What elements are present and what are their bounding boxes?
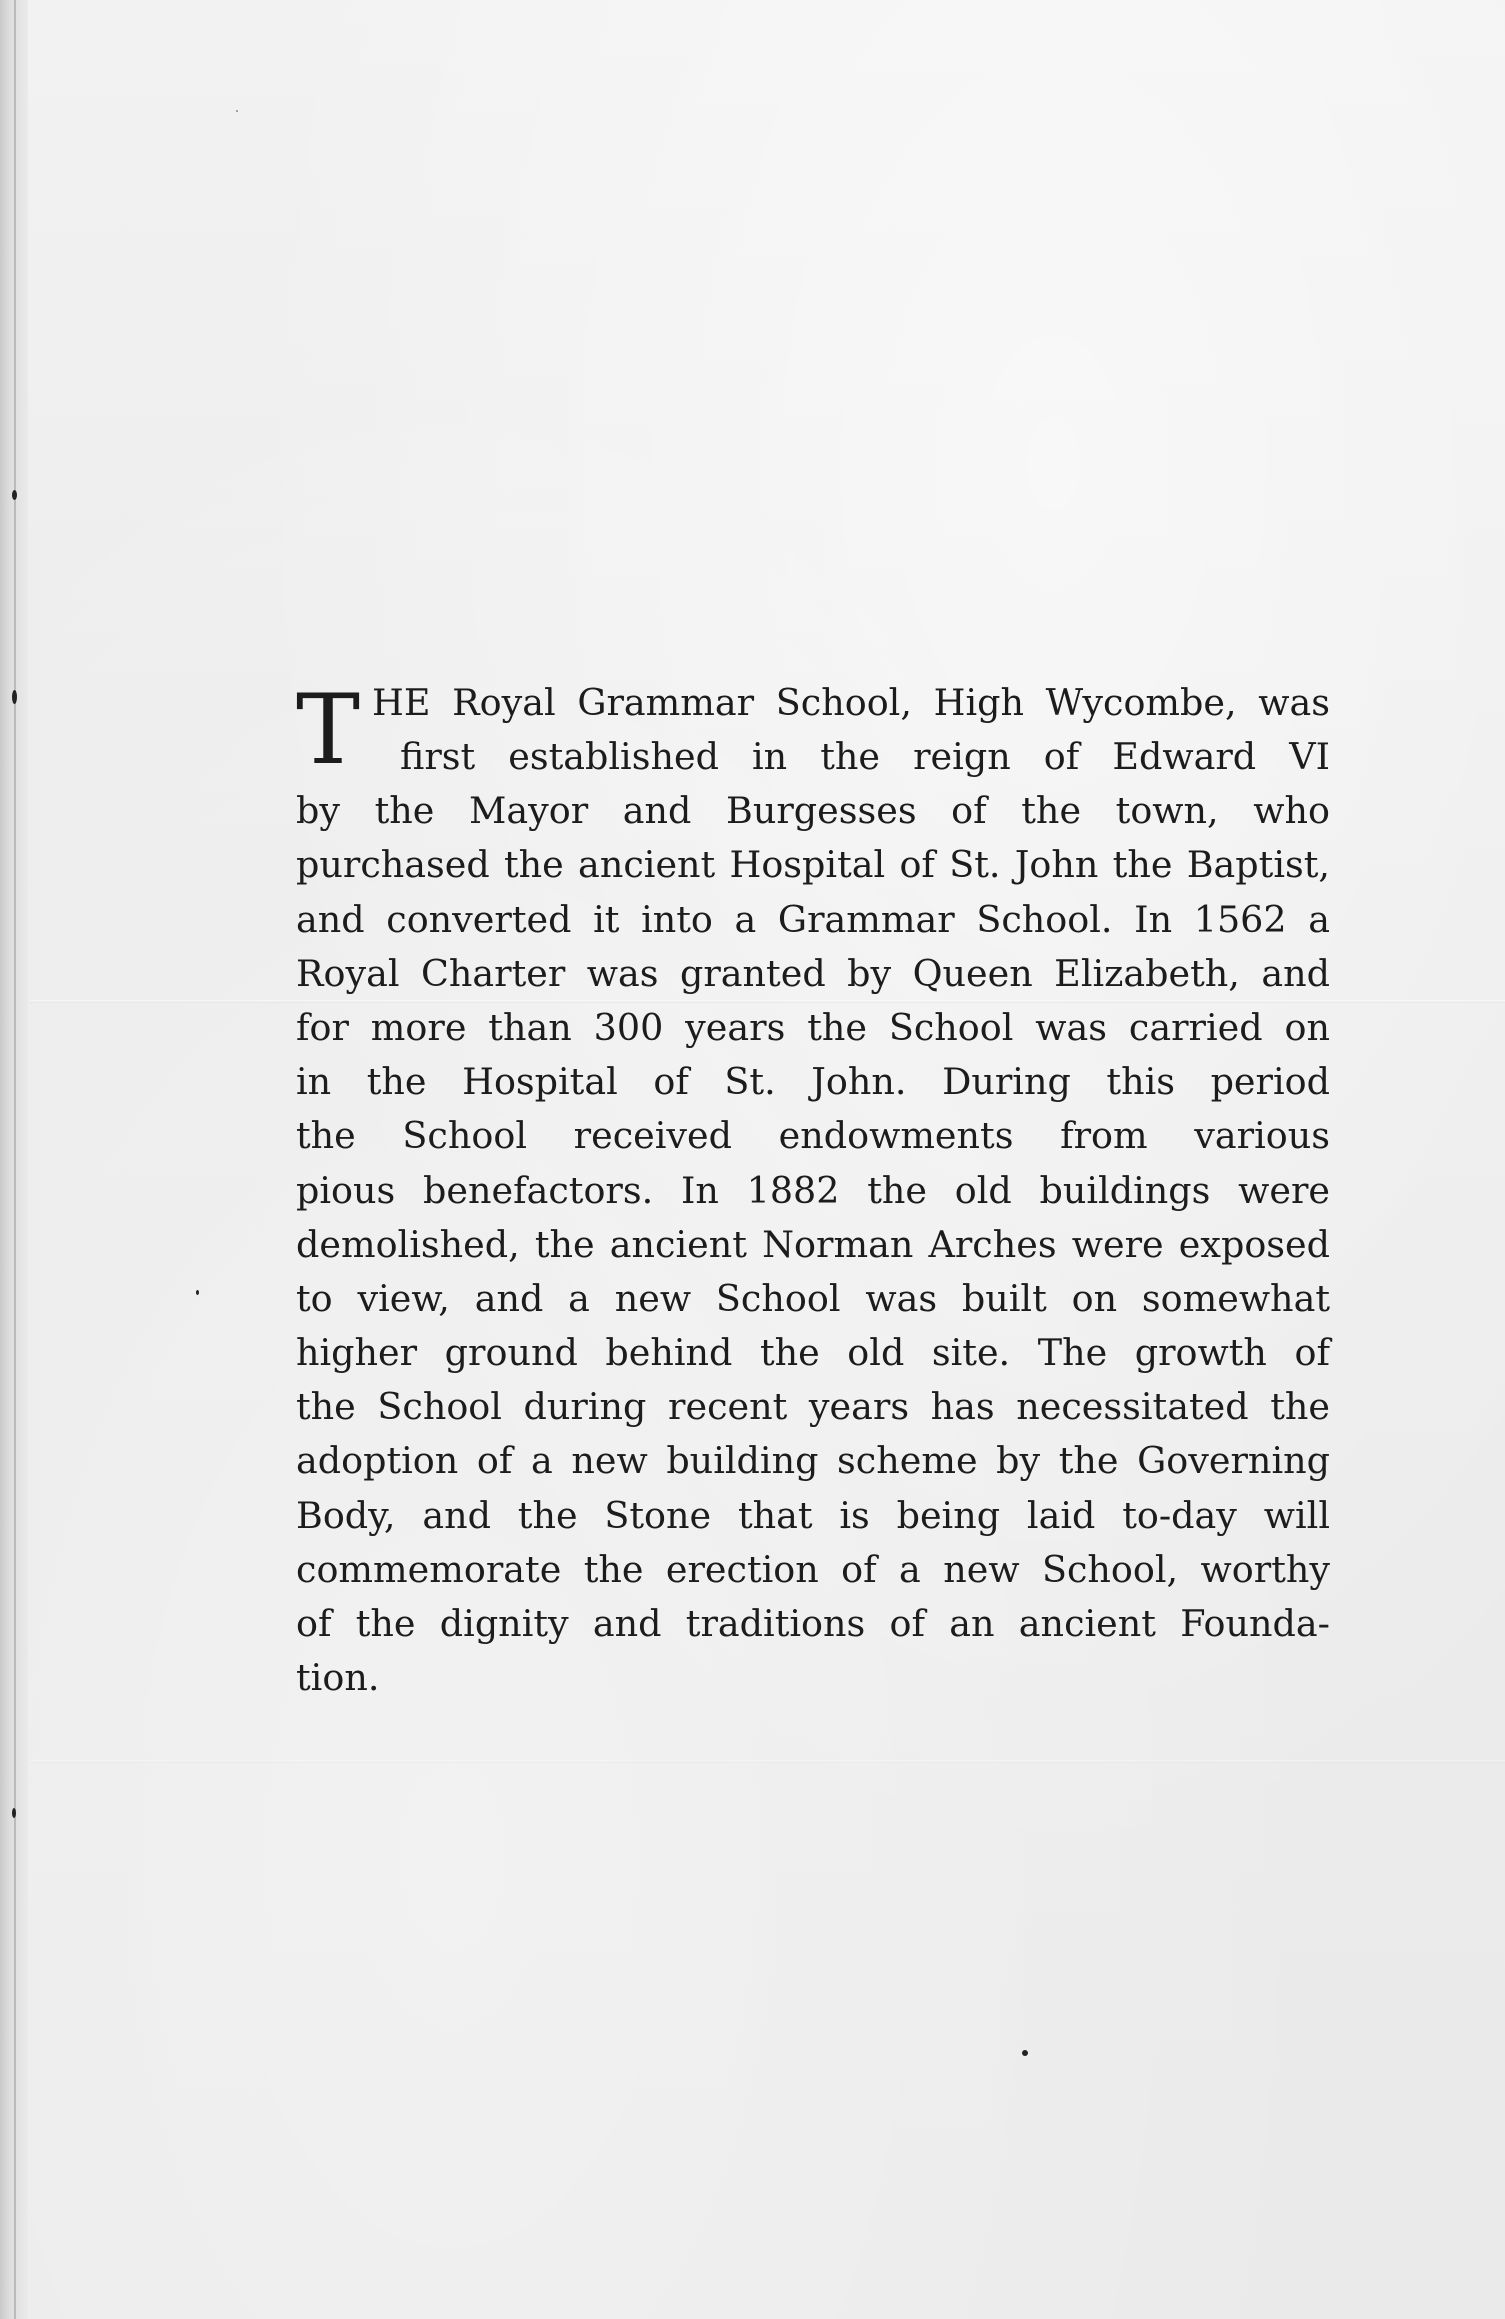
ink-speck [196, 1290, 199, 1295]
ink-speck [12, 1808, 16, 1818]
paragraph-line: the School received endowments from various [296, 1114, 1330, 1158]
binding-crease [14, 0, 16, 2319]
drop-cap-letter: T [296, 674, 361, 786]
paragraph-first-line: HE Royal Grammar School, High Wycombe, was [372, 681, 1330, 724]
ink-speck [12, 690, 17, 704]
paragraph-line: and converted it into a Grammar School. In 1562 a [296, 897, 1330, 941]
paragraph-line: to view, and a new School was built on somewhat [296, 1276, 1330, 1320]
paragraph-line: of the dignity and traditions of an ancient Founda- [296, 1602, 1330, 1645]
body-paragraph [296, 730, 1330, 1705]
ink-speck [1022, 2050, 1028, 2056]
paragraph-line: Royal Charter was granted by Queen Elizabeth, and [296, 951, 1330, 995]
paragraph-line: demolished, the ancient Norman Arches were exposed [296, 1222, 1330, 1266]
paragraph-line: tion. [296, 1656, 380, 1700]
ink-speck [236, 110, 238, 112]
ink-speck [12, 490, 17, 500]
paragraph-line: pious benefactors. In 1882 the old buildings were [296, 1168, 1330, 1212]
paragraph-line: purchased the ancient Hospital of St. John the Baptist, [296, 843, 1330, 887]
paragraph-line: for more than 300 years the School was carried on [296, 1005, 1330, 1049]
paragraph-line: in the Hospital of St. John. During this period [296, 1060, 1330, 1104]
paragraph-line: first established in the reign of Edward VI [400, 735, 1330, 778]
paragraph-line: adoption of a new building scheme by the Governing [296, 1439, 1330, 1483]
paragraph-line: the School during recent years has necessitated the [296, 1385, 1330, 1429]
paragraph-line: Body, and the Stone that is being laid to-day will [296, 1493, 1330, 1537]
paper-fold [30, 1760, 1505, 1763]
paragraph-line: commemorate the erection of a new School, worthy [296, 1547, 1330, 1591]
paragraph-line: higher ground behind the old site. The growth of [296, 1331, 1330, 1375]
paragraph-line: by the Mayor and Burgesses of the town, who [296, 789, 1330, 833]
